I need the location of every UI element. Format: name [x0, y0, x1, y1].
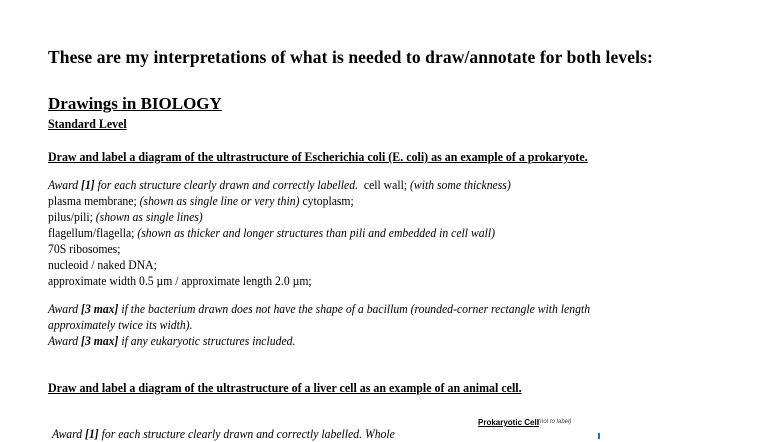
plasma-membrane-line: plasma membrane; (shown as single line or very thin) cytoplasm; [48, 193, 354, 208]
figure-note: (not to label) [538, 419, 572, 425]
task1-title: Draw and label a diagram of the ultrastructure of Escherichia coli (E. coli) as an example of a prokaryote. [48, 149, 588, 164]
figure-title: Prokaryotic Cell [478, 418, 539, 427]
figure-fragment [598, 433, 600, 439]
page-heading: These are my interpretations of what is needed to draw/annotate for both levels: [48, 47, 653, 67]
task1-award-line: Award [1] for each structure clearly drawn and correctly labelled. cell wall; (with some thickness) [48, 177, 511, 192]
max-award-line-1: Award [3 max] if the bacterium drawn does not have the shape of a bacillum (rounded-corner rectangle with length [48, 301, 591, 316]
task2-award-line: Award [1] for each structure clearly drawn and correctly labelled. Whole [52, 426, 395, 441]
task2-title: Draw and label a diagram of the ultrastructure of a liver cell as an example of an animal cell. [48, 380, 522, 395]
pili-line: pilus/pili; (shown as single lines) [48, 209, 203, 224]
ribosomes-line: 70S ribosomes; [48, 241, 121, 256]
level-label: Standard Level [48, 116, 127, 131]
max-award-line-3: Award [3 max] if any eukaryotic structures included. [48, 333, 296, 348]
nucleoid-line: nucleoid / naked DNA; [48, 257, 157, 272]
dimensions-line: approximate width 0.5 µm / approximate length 2.0 µm; [48, 273, 312, 288]
max-award-line-2: approximately twice its width). [48, 317, 193, 332]
section-title: Drawings in BIOLOGY [48, 94, 222, 113]
flagellum-line: flagellum/flagella; (shown as thicker and longer structures than pili and embedded in cell wall) [48, 225, 496, 240]
